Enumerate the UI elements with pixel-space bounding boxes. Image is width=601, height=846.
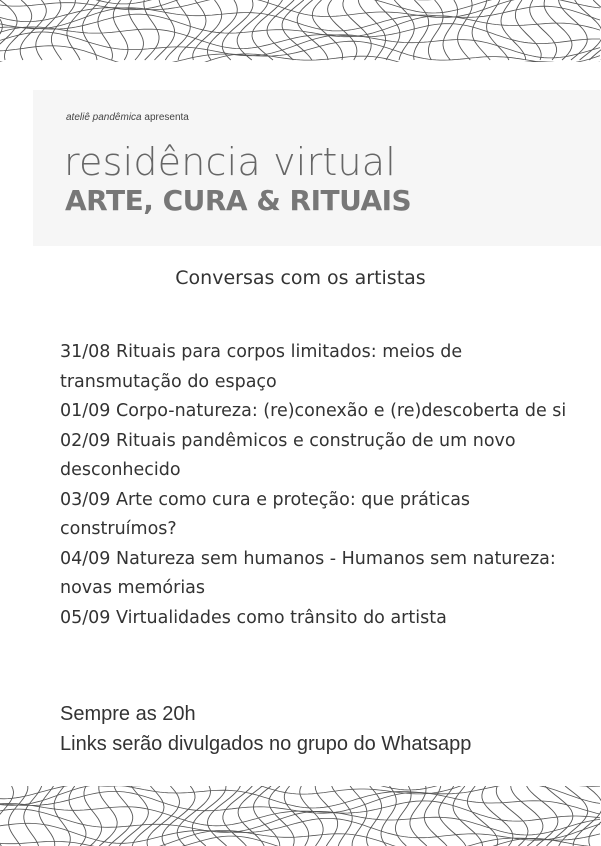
schedule-date: 31/08 xyxy=(60,342,111,362)
wave-line xyxy=(332,786,353,846)
schedule-date: 02/09 xyxy=(60,430,111,451)
schedule-topic: Virtualidades como trânsito do artista xyxy=(116,607,447,628)
schedule-item xyxy=(60,486,580,545)
wave-line xyxy=(69,786,86,846)
wave-line xyxy=(147,786,180,846)
wave-line xyxy=(0,786,14,846)
schedule-topic: Natureza sem humanos - Humanos sem natureza: novas memórias xyxy=(60,548,556,598)
wave-line xyxy=(328,0,357,60)
wave-line xyxy=(443,0,458,60)
wave-line xyxy=(530,0,557,60)
wave-pattern-bottom-graphic xyxy=(0,786,601,846)
wave-line xyxy=(428,0,443,60)
schedule-item xyxy=(60,427,580,486)
wave-pattern-top-graphic xyxy=(0,0,601,62)
wave-line xyxy=(36,0,61,60)
brand-name: ateliê pandêmica xyxy=(66,112,142,123)
section-title: Conversas com os artistas xyxy=(175,267,426,289)
event-header xyxy=(33,90,601,246)
wave-line xyxy=(54,786,70,846)
schedule-date: 03/09 xyxy=(60,489,111,510)
wave-line xyxy=(472,0,490,60)
wave-line xyxy=(109,786,133,846)
wave-line xyxy=(237,0,268,60)
wave-line xyxy=(223,786,252,846)
wave-line xyxy=(0,54,600,62)
wave-line xyxy=(439,786,466,846)
schedule-topic: Rituais para corpos limitados: meios de transmutação do espaço xyxy=(60,342,463,392)
presents-label: apresenta xyxy=(144,112,189,123)
presenter-line xyxy=(66,112,189,123)
schedule-topic: Arte como cura e proteção: que práticas construímos? xyxy=(60,489,471,539)
event-title: residência virtual xyxy=(64,140,397,184)
wave-line xyxy=(496,786,528,846)
schedule-topic: Rituais pandêmicos e construção de um novo desconhecido xyxy=(60,430,516,480)
wave-line xyxy=(527,786,558,846)
schedule-item xyxy=(60,397,580,427)
schedule-topic: Corpo-natureza: (re)conexão e (re)descoberta de si xyxy=(116,401,567,421)
wave-line xyxy=(414,0,429,60)
wave-line xyxy=(367,786,382,846)
wave-line xyxy=(9,786,28,846)
wave-line xyxy=(315,786,337,846)
wave-line xyxy=(467,786,497,846)
links-note: Links serão divulgados no grupo do Whatsapp xyxy=(60,733,472,755)
wave-line xyxy=(559,0,588,60)
wave-line xyxy=(177,786,210,846)
wave-line xyxy=(119,786,148,846)
wave-line xyxy=(0,818,600,843)
wave-line xyxy=(99,786,117,846)
schedule-time-note: Sempre as 20h xyxy=(60,703,196,725)
schedule-item xyxy=(60,545,580,604)
schedule-date: 05/09 xyxy=(60,607,111,628)
wave-line xyxy=(208,786,241,846)
wave-line xyxy=(24,786,42,846)
wave-line xyxy=(300,786,323,846)
wave-pattern-bottom xyxy=(0,786,601,846)
wave-pattern-top xyxy=(0,0,601,62)
event-subtitle: ARTE, CURA & RITUAIS xyxy=(65,184,412,217)
wave-line xyxy=(98,0,113,60)
schedule-item xyxy=(60,338,580,397)
schedule-list xyxy=(60,338,580,633)
schedule-date: 01/09 xyxy=(60,401,111,421)
schedule-item xyxy=(60,604,580,634)
wave-line xyxy=(39,786,55,846)
wave-line xyxy=(453,786,483,846)
wave-line xyxy=(589,786,601,846)
schedule-date: 04/09 xyxy=(60,548,111,569)
